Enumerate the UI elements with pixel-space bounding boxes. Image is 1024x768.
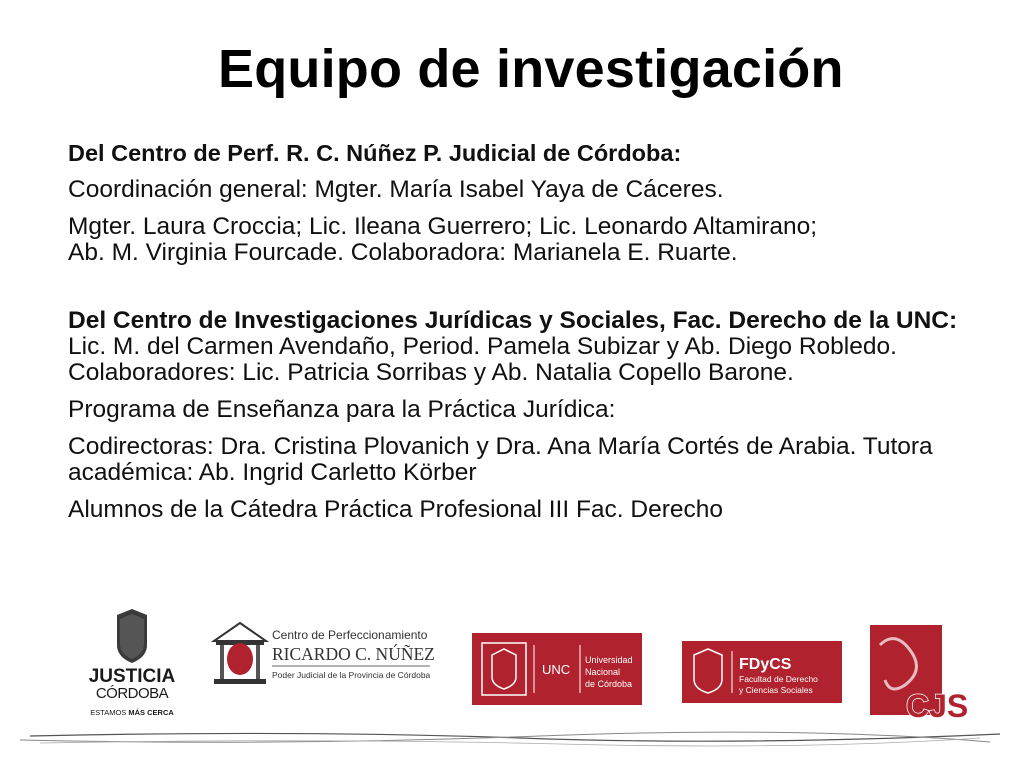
fdycs-line2: y Ciencias Sociales — [739, 685, 813, 695]
coordination-text: Coordinación general: Mgter. María Isabel Yaya de Cáceres. — [68, 176, 724, 203]
coat-of-arms-icon — [227, 643, 253, 675]
centro-line3: Poder Judicial de la Provincia de Córdoba — [272, 670, 431, 680]
unc-line1: Universidad — [585, 655, 633, 665]
centro-perfeccionamiento-logo — [210, 619, 435, 689]
unc-logo — [472, 633, 642, 705]
section2-paragraph — [68, 308, 968, 386]
students-text: Alumnos de la Cátedra Práctica Profesional III Fac. Derecho — [68, 496, 724, 523]
members-line2: Ab. M. Virginia Fourcade. Colaboradora: Marianela E. Ruarte. — [68, 239, 738, 266]
section2-members: Lic. M. del Carmen Avendaño, Period. Pamela Subizar y Ab. Diego Robledo. Colaboradores: Lic. Patricia Sorribas y Ab. Natalia Copello Barone. — [68, 333, 897, 386]
slide-body — [68, 140, 968, 523]
tagline-a: ESTAMOS — [90, 708, 129, 717]
cjs-logo — [870, 625, 975, 725]
fdycs-line1: Facultad de Derecho — [739, 674, 818, 684]
logo-strip — [0, 605, 1024, 725]
centro-line2: RICARDO C. NÚÑEZ — [272, 644, 435, 664]
tagline-b: MÁS CERCA — [128, 708, 174, 717]
svg-text:ESTAMOS MÁS CERCA — [90, 708, 174, 717]
unc-line3: de Córdoba — [585, 679, 633, 689]
centro-line1: Centro de Perfeccionamiento — [272, 628, 428, 642]
justicia-cordoba-logo — [72, 605, 192, 720]
cordoba-word: CÓRDOBA — [95, 685, 169, 702]
unc-line2: Nacional — [585, 667, 621, 677]
building-icon — [214, 623, 266, 641]
section1-heading: Del Centro de Perf. R. C. Núñez P. Judicial de Córdoba: — [68, 140, 682, 166]
cjs-abbr: CJS — [906, 688, 969, 724]
slide-title: Equipo de investigación — [218, 39, 844, 99]
justicia-word: JUSTICIA — [88, 666, 176, 687]
section2-heading: Del Centro de Investigaciones Jurídicas y Sociales, Fac. Derecho de la UNC: — [68, 307, 958, 334]
members-text — [68, 214, 968, 266]
fdycs-abbr: FDyCS — [739, 656, 792, 673]
fdycs-logo — [682, 641, 842, 703]
codirectors-text: Codirectoras: Dra. Cristina Plovanich y Dra. Ana María Cortés de Arabia. Tutora académica: Ab. Ingrid Carletto Körber — [68, 433, 933, 486]
members-line1: Mgter. Laura Croccia; Lic. Ileana Guerrero; Lic. Leonardo Altamirano; — [68, 213, 817, 240]
unc-abbr: UNC — [542, 662, 571, 677]
decorative-footer-lines — [0, 724, 1024, 764]
program-text: Programa de Enseñanza para la Práctica Jurídica: — [68, 396, 616, 423]
